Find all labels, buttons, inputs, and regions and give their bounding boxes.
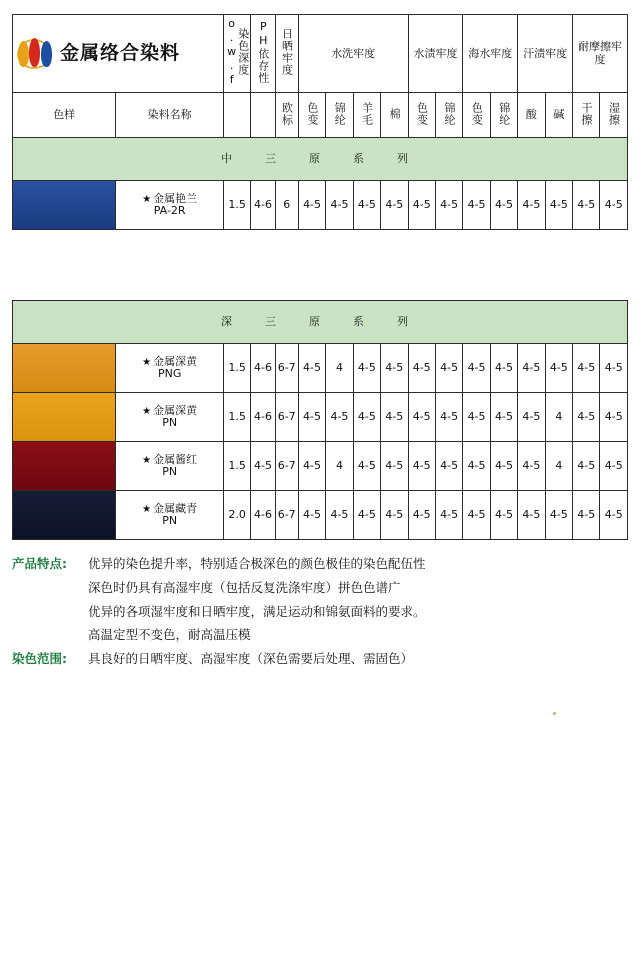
value-cell: 4-6: [251, 181, 275, 230]
value-cell: 4-5: [381, 344, 408, 393]
star-icon: ★: [142, 194, 152, 205]
col-sub-sea-nylon: 锦纶: [490, 93, 517, 138]
features-label: 产品特点:: [12, 556, 67, 572]
value-cell: 4-5: [490, 491, 517, 540]
value-cell: 4-5: [463, 344, 490, 393]
table-row: [13, 344, 628, 393]
value-cell: 4-5: [326, 181, 353, 230]
value-cell: 4-5: [490, 181, 517, 230]
value-cell: 4-5: [435, 491, 462, 540]
value-cell: 4-5: [490, 344, 517, 393]
value-cell: 4-5: [573, 393, 600, 442]
col-sub-water-shade: 色变: [408, 93, 435, 138]
value-cell: 4-5: [600, 181, 628, 230]
value-cell: 4-5: [298, 442, 325, 491]
value-cell: 4-5: [298, 344, 325, 393]
col-sub-wash-shade: 色变: [298, 93, 325, 138]
notes-block: [12, 552, 628, 671]
value-cell: 4-5: [435, 393, 462, 442]
value-cell: 6-7: [275, 442, 298, 491]
value-cell: 2.0: [223, 491, 250, 540]
range-label: 染色范围:: [12, 651, 67, 667]
value-cell: 4-5: [490, 393, 517, 442]
col-header-rubbing: 耐摩擦牢度: [573, 15, 628, 93]
value-cell: 4-5: [435, 442, 462, 491]
value-cell: 6: [275, 181, 298, 230]
feature-text: 优异的各项湿牢度和日晒牢度，满足运动和锦氨面料的要求。: [88, 603, 426, 619]
value-cell: 4-5: [408, 491, 435, 540]
col-sub-wash-nylon: 锦纶: [326, 93, 353, 138]
dye-name-cell: [116, 393, 224, 442]
value-cell: 4-5: [600, 491, 628, 540]
range-text: 具良好的日晒牢度、高湿牢度（深色需要后处理、需固色）: [88, 651, 414, 667]
color-swatch: [13, 442, 115, 490]
value-cell: 4-5: [518, 491, 545, 540]
col-sub-ph: [251, 93, 275, 138]
value-cell: 4-6: [251, 344, 275, 393]
note-range: [12, 647, 628, 671]
value-cell: 4-5: [600, 393, 628, 442]
value-cell: 4-5: [518, 442, 545, 491]
value-cell: 4-6: [251, 393, 275, 442]
color-swatch-cell: [13, 491, 116, 540]
dye-name-line1: 金属酱红: [153, 453, 198, 466]
value-cell: 6-7: [275, 344, 298, 393]
dye-name-line1: 金属艳兰: [153, 192, 198, 205]
value-cell: 1.5: [223, 181, 250, 230]
value-cell: 6-7: [275, 393, 298, 442]
value-cell: 4-5: [326, 491, 353, 540]
table-row: [13, 393, 628, 442]
col-header-water: 水渍牢度: [408, 15, 463, 93]
col-header-seawater: 海水牢度: [463, 15, 518, 93]
value-cell: 4-5: [353, 344, 380, 393]
col-header-depth: 染色深度 o.w.f: [223, 15, 250, 93]
value-cell: 4-5: [600, 442, 628, 491]
value-cell: 4-5: [381, 393, 408, 442]
brand-cell: [13, 15, 224, 93]
value-cell: 6-7: [275, 491, 298, 540]
value-cell: 4-5: [463, 442, 490, 491]
value-cell: 4: [545, 393, 572, 442]
value-cell: 4-5: [518, 344, 545, 393]
value-cell: 4-5: [353, 181, 380, 230]
table-row: [13, 491, 628, 540]
value-cell: 4-5: [353, 491, 380, 540]
color-swatch: [13, 344, 115, 392]
note-features-1: [12, 552, 628, 576]
brand-title: 金属络合染料: [60, 42, 181, 65]
value-cell: 4-5: [435, 181, 462, 230]
value-cell: 4-5: [381, 181, 408, 230]
value-cell: 4-5: [545, 181, 572, 230]
col-sub-rub-dry: 干擦: [573, 93, 600, 138]
value-cell: 1.5: [223, 344, 250, 393]
value-cell: 4-5: [435, 344, 462, 393]
value-cell: 4-5: [408, 393, 435, 442]
dye-name-cell: [116, 344, 224, 393]
col-sub-wash-cotton: 棉: [381, 93, 408, 138]
value-cell: 4-5: [518, 181, 545, 230]
value-cell: 4-5: [545, 491, 572, 540]
value-cell: 4-5: [600, 344, 628, 393]
color-swatch-cell: [13, 393, 116, 442]
color-swatch-cell: [13, 442, 116, 491]
value-cell: 4: [326, 442, 353, 491]
col-sub-sample: 色样: [13, 93, 116, 138]
value-cell: 4: [545, 442, 572, 491]
value-cell: 4-5: [573, 181, 600, 230]
color-swatch: [13, 181, 115, 229]
value-cell: 4-5: [251, 442, 275, 491]
table-header-sub-row: [13, 93, 628, 138]
dye-name-line1: 金属深黄: [153, 355, 198, 368]
value-cell: 4-5: [353, 393, 380, 442]
dye-table-medium: [12, 14, 628, 230]
value-cell: 4-5: [463, 491, 490, 540]
value-cell: 4-5: [573, 491, 600, 540]
dye-name-cell: [116, 442, 224, 491]
color-swatch: [13, 491, 115, 539]
col-header-ph: PH依存性: [251, 15, 275, 93]
value-cell: 4-5: [573, 442, 600, 491]
color-swatch-cell: [13, 181, 116, 230]
star-icon: ★: [142, 504, 152, 515]
col-sub-sea-shade: 色变: [463, 93, 490, 138]
table-row: [13, 181, 628, 230]
dye-name-cell: [116, 181, 224, 230]
value-cell: 4-5: [353, 442, 380, 491]
value-cell: 4-5: [408, 344, 435, 393]
col-sub-dye-name: 染料名称: [116, 93, 224, 138]
value-cell: 1.5: [223, 442, 250, 491]
col-header-lightfastness: 日晒牢度: [275, 15, 298, 93]
dye-name-line1: 金属藏青: [153, 502, 198, 515]
dye-name-line2: PA-2R: [153, 204, 186, 218]
note-features-2: [12, 576, 628, 600]
col-sub-depth: [223, 93, 250, 138]
col-sub-persp-acid: 酸: [518, 93, 545, 138]
dye-name-line1: 金属深黄: [153, 404, 198, 417]
value-cell: 4-5: [463, 181, 490, 230]
value-cell: 4-5: [408, 181, 435, 230]
flame-logo-icon: [17, 37, 53, 71]
col-sub-euro: 欧标: [275, 93, 298, 138]
value-cell: 4-5: [381, 491, 408, 540]
value-cell: 4-5: [381, 442, 408, 491]
section-banner-medium: 中 三 原 系 列: [13, 138, 628, 181]
value-cell: 1.5: [223, 393, 250, 442]
dye-name-line2: PNG: [157, 367, 182, 381]
value-cell: 4-5: [490, 442, 517, 491]
feature-text: 优异的染色提升率，特别适合极深色的颜色极佳的染色配伍性: [88, 556, 426, 572]
col-header-perspiration: 汗渍牢度: [518, 15, 573, 93]
page-speck: [553, 712, 556, 715]
dye-name-cell: [116, 491, 224, 540]
star-icon: ★: [142, 406, 152, 417]
note-features-3: [12, 600, 628, 624]
star-icon: ★: [142, 455, 152, 466]
value-cell: 4-5: [573, 344, 600, 393]
value-cell: 4: [326, 344, 353, 393]
dye-name-line2: PN: [162, 514, 178, 528]
table-gap: [12, 230, 628, 300]
value-cell: 4-5: [298, 491, 325, 540]
col-sub-wash-wool: 羊毛: [353, 93, 380, 138]
value-cell: 4-5: [408, 442, 435, 491]
col-sub-persp-alkali: 碱: [545, 93, 572, 138]
color-swatch-cell: [13, 344, 116, 393]
dye-name-line2: PN: [162, 416, 178, 430]
note-features-4: [12, 623, 628, 647]
col-sub-rub-wet: 湿擦: [600, 93, 628, 138]
value-cell: 4-5: [298, 181, 325, 230]
color-swatch: [13, 393, 115, 441]
table-row: [13, 442, 628, 491]
value-cell: 4-5: [518, 393, 545, 442]
value-cell: 4-5: [326, 393, 353, 442]
value-cell: 4-5: [463, 393, 490, 442]
star-icon: ★: [142, 357, 152, 368]
table-header-top-row: [13, 15, 628, 93]
feature-text: 高温定型不变色，耐高温压模: [88, 627, 251, 643]
value-cell: 4-5: [298, 393, 325, 442]
dye-table-deep: [12, 300, 628, 540]
col-header-wash: 水洗牢度: [298, 15, 408, 93]
col-sub-water-nylon: 锦纶: [435, 93, 462, 138]
feature-text: 深色时仍具有高湿牢度（包括反复洗涤牢度）拼色色谱广: [88, 579, 401, 595]
value-cell: 4-5: [545, 344, 572, 393]
dye-name-line2: PN: [162, 465, 178, 479]
section-banner-deep: 深 三 原 系 列: [13, 301, 628, 344]
value-cell: 4-6: [251, 491, 275, 540]
